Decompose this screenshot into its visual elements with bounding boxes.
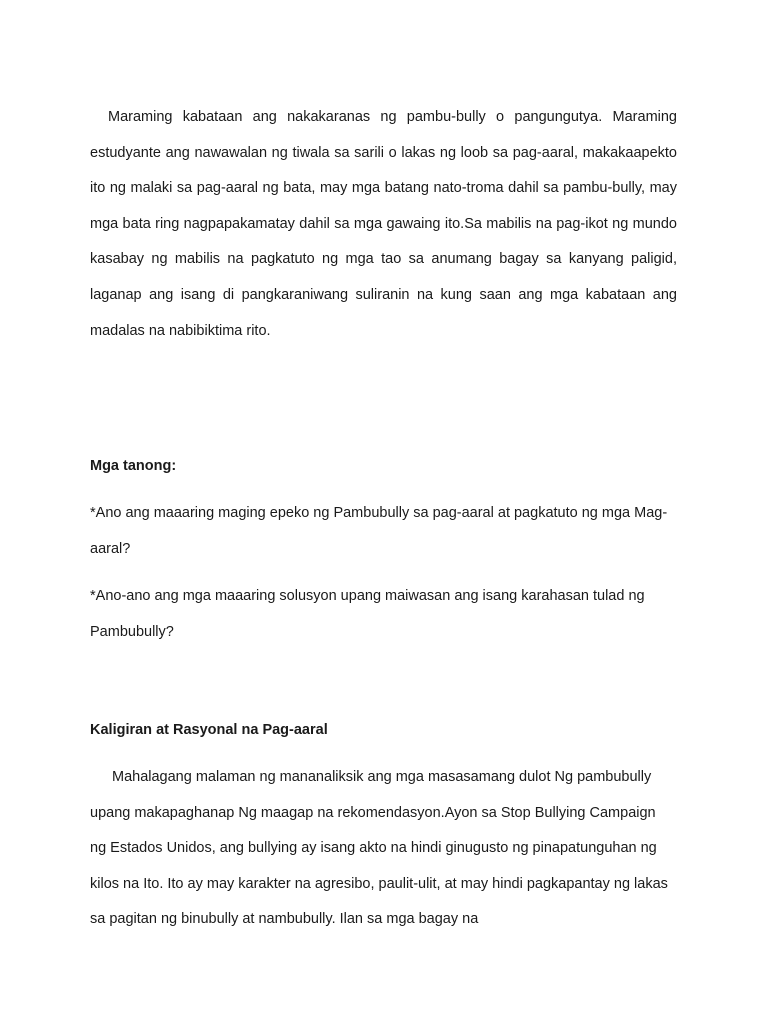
section-paragraph: Mahalagang malaman ng mananaliksik ang mga masasamang dulot Ng pambubully upang makapaghanap Ng maagap na rekomendasyon.Ayon sa Stop Bullying Campaign ng Estados Unidos, ang bullying ay isang akto na hindi ginugusto ng pinapatunguhan ng kilos na Ito. Ito ay may karakter na agresibo, paulit-ulit, at may hindi pagkapantay ng lakas sa pagitan ng binubully at nambubully. Ilan sa mga bagay na [90,769,668,928]
intro-paragraph: Maraming kabataan ang nakakaranas ng pambu-bully o pangungutya. Maraming estudyante ang nawawalan ng tiwala sa sarili o lakas ng loob sa pag-aaral, makakaapekto ito ng malaki sa pag-aaral ng bata, may mga batang nato-troma dahil sa pambu-bully, may mga bata ring nagpapakamatay dahil sa mga gawaing ito.Sa mabilis na pag-ikot ng mundo kasabay ng mabilis na pagkatuto ng mga tao sa anumang bagay sa kanyang paligid, laganap ang isang di pangkaraniwang suliranin na kung saan ang mga kabataan ang madalas na nabibiktima rito. [90,109,677,339]
questions-heading-block [90,456,677,476]
section-heading-block [90,720,677,740]
section-block [90,760,672,938]
question-1-block [90,496,670,567]
intro-block [90,100,677,349]
section-heading: Kaligiran at Rasyonal na Pag-aaral [90,722,328,738]
questions-heading: Mga tanong: [90,458,177,474]
question-1: *Ano ang maaaring maging epeko ng Pambubully sa pag-aaral at pagkatuto ng mga Mag-aaral? [90,505,668,557]
question-2-block [90,579,675,650]
question-2: *Ano-ano ang mga maaaring solusyon upang maiwasan ang isang karahasan tulad ng Pambubully? [90,588,645,640]
